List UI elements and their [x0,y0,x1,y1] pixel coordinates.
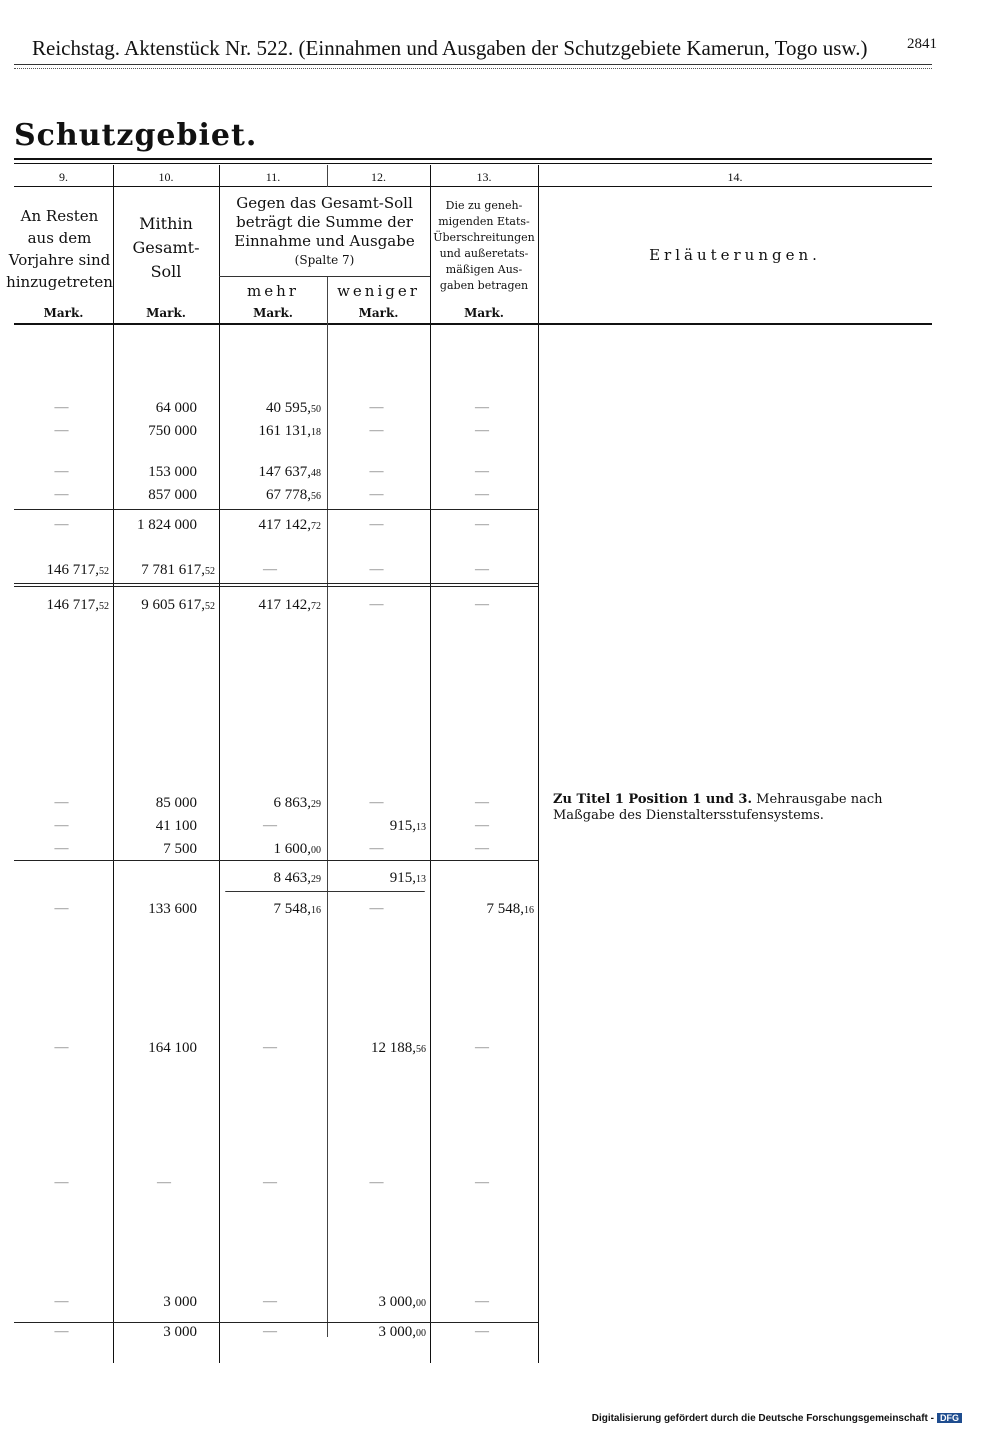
cell-col12-row-3: — [369,464,384,479]
col11-12-subrule [219,276,430,277]
colnum-14: 14. [727,170,743,184]
unit-col13: Mark. [464,306,504,320]
cell-col11-row-8: 6 863,29 [273,795,321,811]
header-rule [14,64,932,65]
cell-col11-row-1: 40 595,50 [266,400,321,416]
cell-col11-row-6: — [263,562,277,577]
unit-col11: Mark. [253,306,293,320]
cell-col13-row-3: — [475,464,489,479]
section-title: Schutzgebiet. [14,118,258,153]
cell-col13-row-16: — [475,1324,489,1339]
unit-col12: Mark. [358,306,399,320]
cell-col12-row-10: — [369,841,384,856]
note-text: Mehrausgabe nach Maßgabe des Dienstaltersstufensystems. [553,792,883,823]
cell-col9-row-6: 146 717,52 [46,562,109,578]
table-top-rule-thin [14,163,932,164]
cell-col11-row-14: — [263,1175,277,1190]
cell-col10-row-4: 857 000 [148,487,197,503]
table-top-rule [14,158,932,160]
cell-col13-row-10: — [475,841,489,856]
cell-col10-row-9: 41 100 [155,818,197,834]
running-header [32,36,937,61]
cell-col13-row-2: — [475,423,489,438]
cell-col12-row-14: — [369,1175,384,1190]
cell-col9-row-15: — [54,1294,69,1309]
cell-col12-row-11: 915,13 [389,870,426,886]
cell-col11-row-5: 417 142,72 [258,517,321,533]
cell-col9-row-16: — [54,1324,69,1339]
cell-col12-row-9: 915,13 [389,818,426,834]
brace-rule [225,891,425,892]
colnum-9: 9. [59,170,68,184]
cell-col9-row-12: — [54,901,69,916]
cell-col11-row-13: — [263,1040,277,1055]
cell-col10-row-12: 133 600 [148,901,197,917]
sum-rule-2b [14,586,538,587]
cell-col12-row-15: 3 000,00 [378,1294,426,1310]
sum-rule-1 [14,509,538,510]
cell-col12-row-1: — [369,400,384,415]
cell-col9-row-13: — [54,1040,69,1055]
cell-col10-row-2: 750 000 [148,423,197,439]
cell-col11-row-11: 8 463,29 [273,870,321,886]
cell-col12-row-4: — [369,487,384,502]
cell-col10-row-13: 164 100 [148,1040,197,1056]
cell-col12-row-12: — [369,901,384,916]
footer [592,1413,962,1424]
col13-header: Die zu geneh- migenden Etats- Überschreitungen und außeretats- mäßigen Aus- gaben betragen [433,199,535,292]
colnum-10: 10. [158,170,174,184]
cell-col13-row-15: — [475,1294,489,1309]
cell-col11-row-2: 161 131,18 [258,423,321,439]
cell-col11-row-4: 67 778,56 [266,487,321,503]
col11-sub-header: mehr [247,282,299,300]
cell-col12-row-13: 12 188,56 [371,1040,426,1056]
cell-col10-row-16: 3 000 [163,1324,197,1340]
cell-col13-row-1: — [475,400,489,415]
sum-rule-4 [14,1322,538,1323]
cell-col11-row-3: 147 637,48 [258,464,321,480]
cell-col12-row-7: — [369,597,384,612]
cell-col13-row-8: — [475,795,489,810]
cell-col9-row-10: — [54,841,69,856]
unit-col10: Mark. [146,306,186,320]
col9-header: An Resten aus dem Vorjahre sind hinzugetreten [6,207,113,291]
cell-col9-row-8: — [54,795,69,810]
cell-col9-row-5: — [54,517,69,532]
cell-col9-row-9: — [54,818,69,833]
unit-col9: Mark. [43,306,84,320]
colnum-11: 11. [265,170,281,184]
col11-12-header: Gegen das Gesamt-Soll beträgt die Summe der Einnahme und Ausgabe (Spalte 7) [234,194,415,267]
cell-col11-row-12: 7 548,16 [273,901,321,917]
explanation-note [553,792,933,824]
cell-col10-row-7: 9 605 617,52 [141,597,215,613]
cell-col13-row-14: — [475,1175,489,1190]
cell-col10-row-6: 7 781 617,52 [141,562,215,578]
colnum-rule [14,186,932,187]
cell-col10-row-5: 1 824 000 [137,517,197,533]
cell-col13-row-5: — [475,517,489,532]
cell-col10-row-15: 3 000 [163,1294,197,1310]
col-divider-13-14 [538,165,539,1363]
col14-header: Erläuterungen. [649,246,821,264]
cell-col11-row-7: 417 142,72 [258,597,321,613]
cell-col9-row-1: — [54,400,69,415]
cell-col11-row-15: — [263,1294,277,1309]
cell-col10-row-14: — [157,1175,171,1190]
cell-col9-row-3: — [54,464,69,479]
cell-col13-row-12: 7 548,16 [486,901,534,917]
cell-col12-row-16: 3 000,00 [378,1324,426,1340]
cell-col13-row-4: — [475,487,489,502]
header-text: Reichstag. Aktenstück Nr. 522. (Einnahmen und Ausgaben der Schutzgebiete Kamerun, Togo usw.) [32,36,868,60]
cell-col10-row-3: 153 000 [148,464,197,480]
sum-rule-3 [14,860,538,861]
cell-col13-row-7: — [475,597,489,612]
cell-col9-row-2: — [54,423,69,438]
cell-col9-row-7: 146 717,52 [46,597,109,613]
note-lead: Zu Titel 1 Position 1 und 3. [553,792,752,807]
cell-col9-row-4: — [54,487,69,502]
colnum-12: 12. [371,170,386,184]
cell-col10-row-10: 7 500 [163,841,197,857]
sum-rule-2 [14,583,538,584]
cell-col12-row-5: — [369,517,384,532]
cell-col10-row-1: 64 000 [155,400,197,416]
cell-col12-row-8: — [369,795,384,810]
header-bottom-rule [14,323,932,325]
cell-col13-row-9: — [475,818,489,833]
col10-header: Mithin Gesamt- Soll [132,214,200,281]
cell-col13-row-13: — [475,1040,489,1055]
col12-sub-header: weniger [337,282,420,300]
page-number: 2841 [907,36,937,52]
colnum-13: 13. [476,170,492,184]
cell-col10-row-8: 85 000 [155,795,197,811]
cell-col9-row-14: — [54,1175,69,1190]
cell-col12-row-2: — [369,423,384,438]
cell-col11-row-10: 1 600,00 [273,841,321,857]
header-rule-dotted [14,68,932,69]
cell-col12-row-6: — [369,562,384,577]
cell-col11-row-9: — [263,818,277,833]
cell-col13-row-6: — [475,562,489,577]
dfg-logo: DFG [937,1413,962,1423]
cell-col11-row-16: — [263,1324,277,1339]
footer-text: Digitalisierung gefördert durch die Deutsche Forschungsgemeinschaft - [591,1413,934,1424]
